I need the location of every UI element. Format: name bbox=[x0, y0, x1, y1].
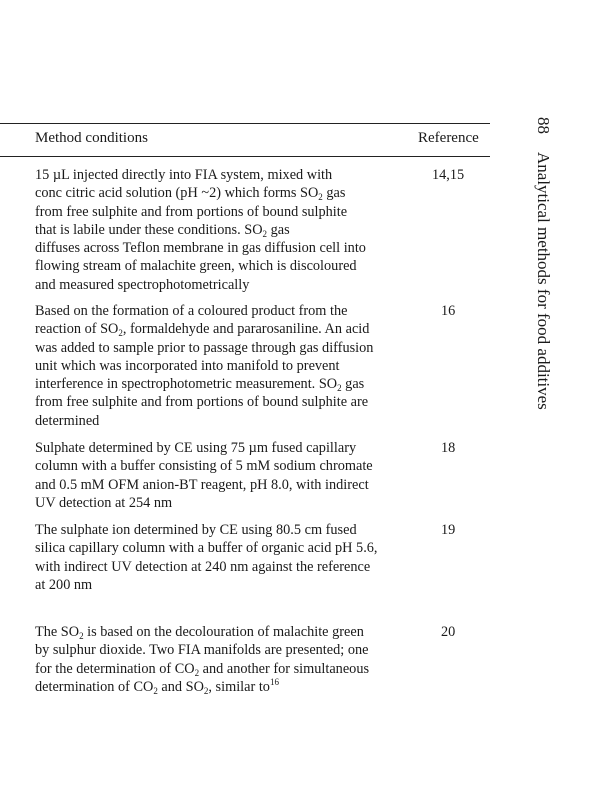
page-number: 88 bbox=[534, 117, 553, 134]
reference-cell: 19 bbox=[441, 522, 456, 538]
reference-cell: 16 bbox=[441, 303, 456, 319]
reference-cell: 18 bbox=[441, 440, 456, 456]
table-top-rule bbox=[0, 123, 490, 124]
method-conditions-cell: The sulphate ion determined by CE using 80.5 cm fused silica capillary column with a buffer of organic acid pH 5.6, with indirect UV detection at 240 nm against the reference at 200 nm bbox=[35, 522, 378, 593]
book-title: Analytical methods for food additives bbox=[534, 152, 553, 410]
method-conditions-cell: 15 µL injected directly into FIA system, mixed with conc citric acid solution (pH ~2) which forms $SO_2$ gas from free sulphite and from portions of bound sulphite that is labile under these conditions. $SO_2$ gas diffuses across Teflon membrane in gas diffusion cell into flowing stream of malachite green, which is discoloured and measured spectrophotometrically bbox=[35, 167, 366, 293]
table-header-rule bbox=[0, 156, 490, 157]
running-head bbox=[533, 117, 553, 410]
method-conditions-cell: The $SO_2$ is based on the decolouration of malachite green by sulphur dioxide. Two FIA manifolds are presented; one for the determination of $CO_2$ and another for simultaneous determination of $CO_2$ and $SO_2$, similar $to^{16}$ bbox=[35, 624, 370, 696]
header-reference: Reference bbox=[418, 130, 479, 146]
method-conditions-cell: Based on the formation of a coloured product from the reaction of $SO_2$, formaldehyde and pararosaniline. An acid was added to sample prior to passage through gas diffusion unit which was incorporated into manifold to prevent interference in spectrophotometric measurement. $SO_2$ gas from free sulphite and from portions of bound sulphite are determined bbox=[35, 303, 374, 429]
header-method-conditions: Method conditions bbox=[35, 130, 148, 146]
reference-cell: 14,15 bbox=[432, 167, 465, 183]
reference-cell: 20 bbox=[441, 624, 456, 640]
method-conditions-cell: Sulphate determined by CE using 75 µm fused capillary column with a buffer consisting of 5 mM sodium chromate and 0.5 mM OFM anion-BT reagent, pH 8.0, with indirect UV detection at 254 nm bbox=[35, 440, 373, 511]
